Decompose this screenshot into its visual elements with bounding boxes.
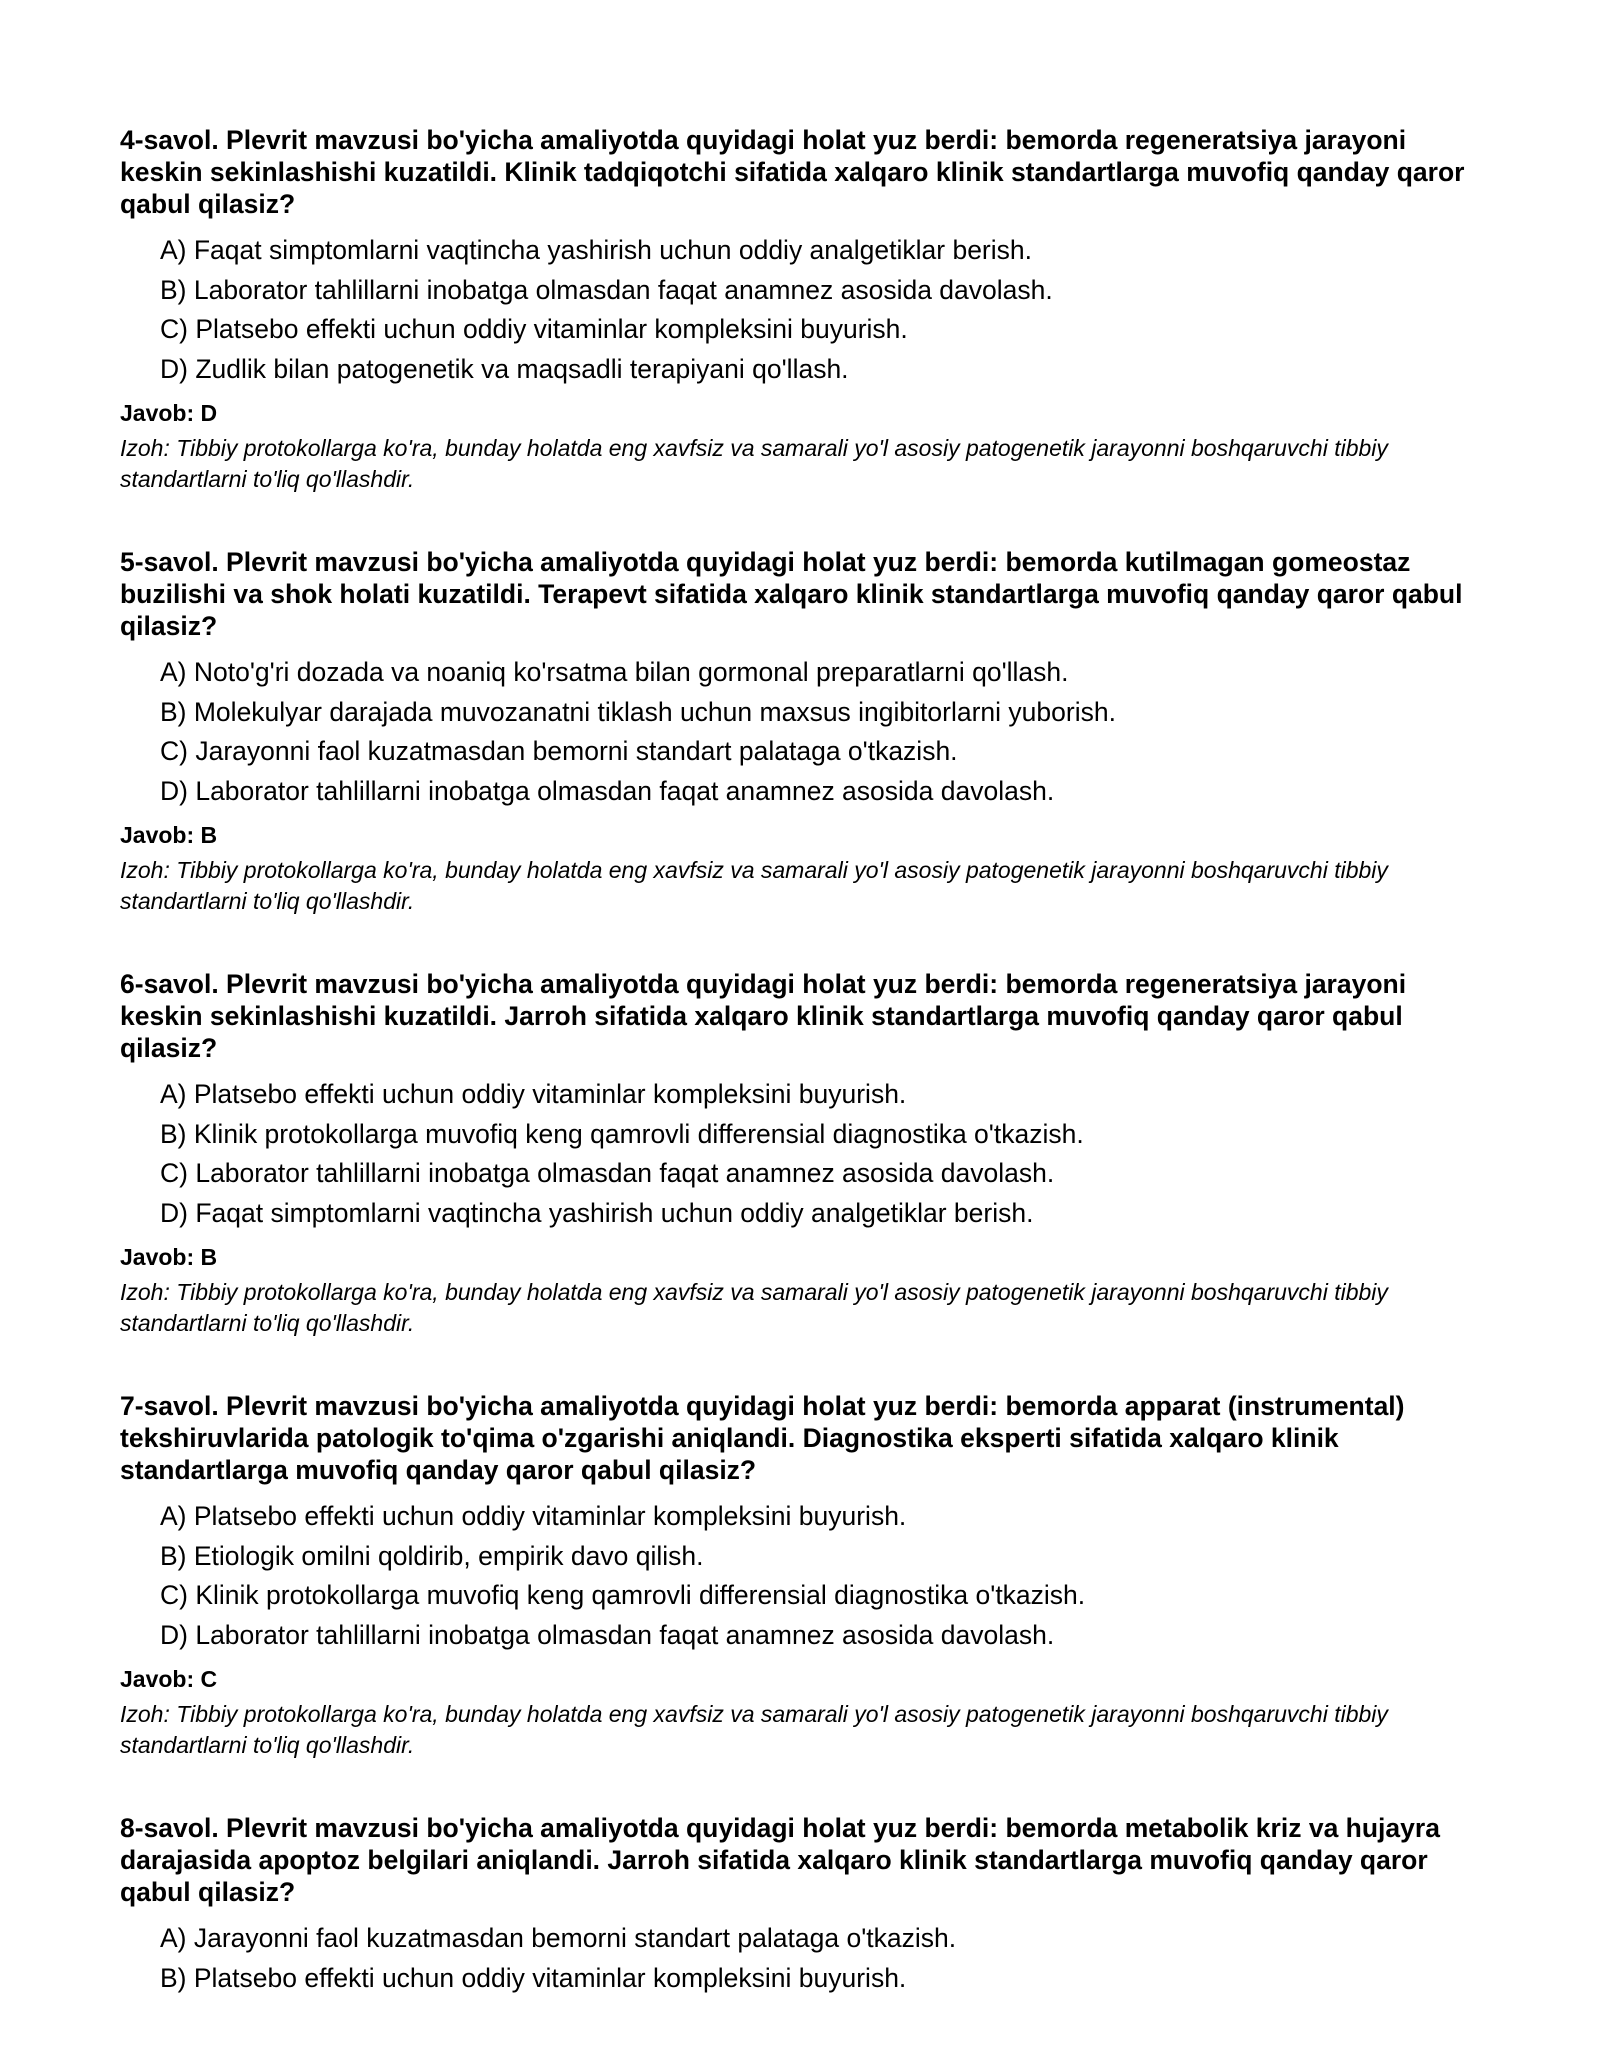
answer-label: Javob: C	[120, 1666, 218, 1692]
option-d: D) Laborator tahlillarni inobatga olmasdan faqat anamnez asosida davolash.	[160, 1619, 1055, 1650]
option-c: C) Platsebo effekti uchun oddiy vitaminlar kompleksini buyurish.	[160, 314, 908, 344]
question-5	[120, 546, 1480, 917]
document-page	[120, 124, 1480, 2049]
options-list	[120, 1075, 1480, 1233]
explanation-note: Izoh: Tibbiy protokollarga ko'ra, bunday holatda eng xavfsiz va samarali yo'l asosiy patogenetik jarayonni boshqaruvchi tibbiy standartlarni to'liq qo'llashdir.	[120, 857, 1388, 914]
question-title: 7-savol. Plevrit mavzusi bo'yicha amaliyotda quyidagi holat yuz berdi: bemorda apparat (instrumental) tekshiruvlarida patologik to'qima o'zgarishi aniqlandi. Diagnostika eksperti sifatida xalqaro klinik standartlarga muvofiq qanday qaror qabul qilasiz?	[120, 1391, 1405, 1485]
explanation-note: Izoh: Tibbiy protokollarga ko'ra, bunday holatda eng xavfsiz va samarali yo'l asosiy patogenetik jarayonni boshqaruvchi tibbiy standartlarni to'liq qo'llashdir.	[120, 435, 1388, 492]
options-list	[120, 653, 1480, 811]
option-c: C) Jarayonni faol kuzatmasdan bemorni standart palataga o'tkazish.	[160, 736, 958, 766]
question-6	[120, 968, 1480, 1339]
option-a: A) Faqat simptomlarni vaqtincha yashirish uchun oddiy analgetiklar berish.	[160, 235, 1032, 265]
question-title: 5-savol. Plevrit mavzusi bo'yicha amaliyotda quyidagi holat yuz berdi: bemorda kutilmagan gomeostaz buzilishi va shok holati kuzatildi. Terapevt sifatida xalqaro klinik standartlarga muvofiq qanday qaror qabul qilasiz?	[120, 547, 1463, 641]
option-d: D) Faqat simptomlarni vaqtincha yashirish uchun oddiy analgetiklar berish.	[160, 1197, 1034, 1228]
question-title: 6-savol. Plevrit mavzusi bo'yicha amaliyotda quyidagi holat yuz berdi: bemorda regeneratsiya jarayoni keskin sekinlashishi kuzatildi. Jarroh sifatida xalqaro klinik standartlarga muvofiq qanday qaror qabul qilasiz?	[120, 969, 1407, 1063]
option-d: D) Laborator tahlillarni inobatga olmasdan faqat anamnez asosida davolash.	[160, 775, 1055, 806]
explanation-note: Izoh: Tibbiy protokollarga ko'ra, bunday holatda eng xavfsiz va samarali yo'l asosiy patogenetik jarayonni boshqaruvchi tibbiy standartlarni to'liq qo'llashdir.	[120, 1701, 1388, 1758]
explanation-note: Izoh: Tibbiy protokollarga ko'ra, bunday holatda eng xavfsiz va samarali yo'l asosiy patogenetik jarayonni boshqaruvchi tibbiy standartlarni to'liq qo'llashdir.	[120, 1279, 1388, 1336]
answer-label: Javob: B	[120, 1244, 218, 1270]
question-4	[120, 124, 1480, 495]
option-c: C) Laborator tahlillarni inobatga olmasdan faqat anamnez asosida davolash.	[160, 1158, 1055, 1188]
answer-label: Javob: B	[120, 822, 218, 848]
option-d: D) Zudlik bilan patogenetik va maqsadli terapiyani qo'llash.	[160, 353, 849, 384]
option-c: C) Klinik protokollarga muvofiq keng qamrovli differensial diagnostika o'tkazish.	[160, 1580, 1086, 1610]
option-a: A) Platsebo effekti uchun oddiy vitaminlar kompleksini buyurish.	[160, 1079, 907, 1109]
option-b: B) Platsebo effekti uchun oddiy vitaminlar kompleksini buyurish.	[160, 1962, 907, 1993]
question-7	[120, 1390, 1480, 1761]
question-title: 4-savol. Plevrit mavzusi bo'yicha amaliyotda quyidagi holat yuz berdi: bemorda regeneratsiya jarayoni keskin sekinlashishi kuzatildi. Klinik tadqiqotchi sifatida xalqaro klinik standartlarga muvofiq qanday qaror qabul qilasiz?	[120, 125, 1465, 219]
option-b: B) Molekulyar darajada muvozanatni tiklash uchun maxsus ingibitorlarni yuborish.	[160, 696, 1116, 727]
options-list	[120, 231, 1480, 389]
option-a: A) Jarayonni faol kuzatmasdan bemorni standart palataga o'tkazish.	[160, 1923, 957, 1953]
options-list	[120, 1919, 1480, 1998]
answer-label: Javob: D	[120, 400, 218, 426]
option-b: B) Etiologik omilni qoldirib, empirik davo qilish.	[160, 1540, 704, 1571]
option-a: A) Platsebo effekti uchun oddiy vitaminlar kompleksini buyurish.	[160, 1501, 907, 1531]
option-b: B) Klinik protokollarga muvofiq keng qamrovli differensial diagnostika o'tkazish.	[160, 1118, 1084, 1149]
question-title: 8-savol. Plevrit mavzusi bo'yicha amaliyotda quyidagi holat yuz berdi: bemorda metabolik kriz va hujayra darajasida apoptoz belgilari aniqlandi. Jarroh sifatida xalqaro klinik standartlarga muvofiq qanday qaror qabul qilasiz?	[120, 1813, 1440, 1907]
question-8	[120, 1812, 1480, 1998]
option-b: B) Laborator tahlillarni inobatga olmasdan faqat anamnez asosida davolash.	[160, 274, 1053, 305]
option-a: A) Noto'g'ri dozada va noaniq ko'rsatma bilan gormonal preparatlarni qo'llash.	[160, 657, 1069, 687]
options-list	[120, 1497, 1480, 1655]
